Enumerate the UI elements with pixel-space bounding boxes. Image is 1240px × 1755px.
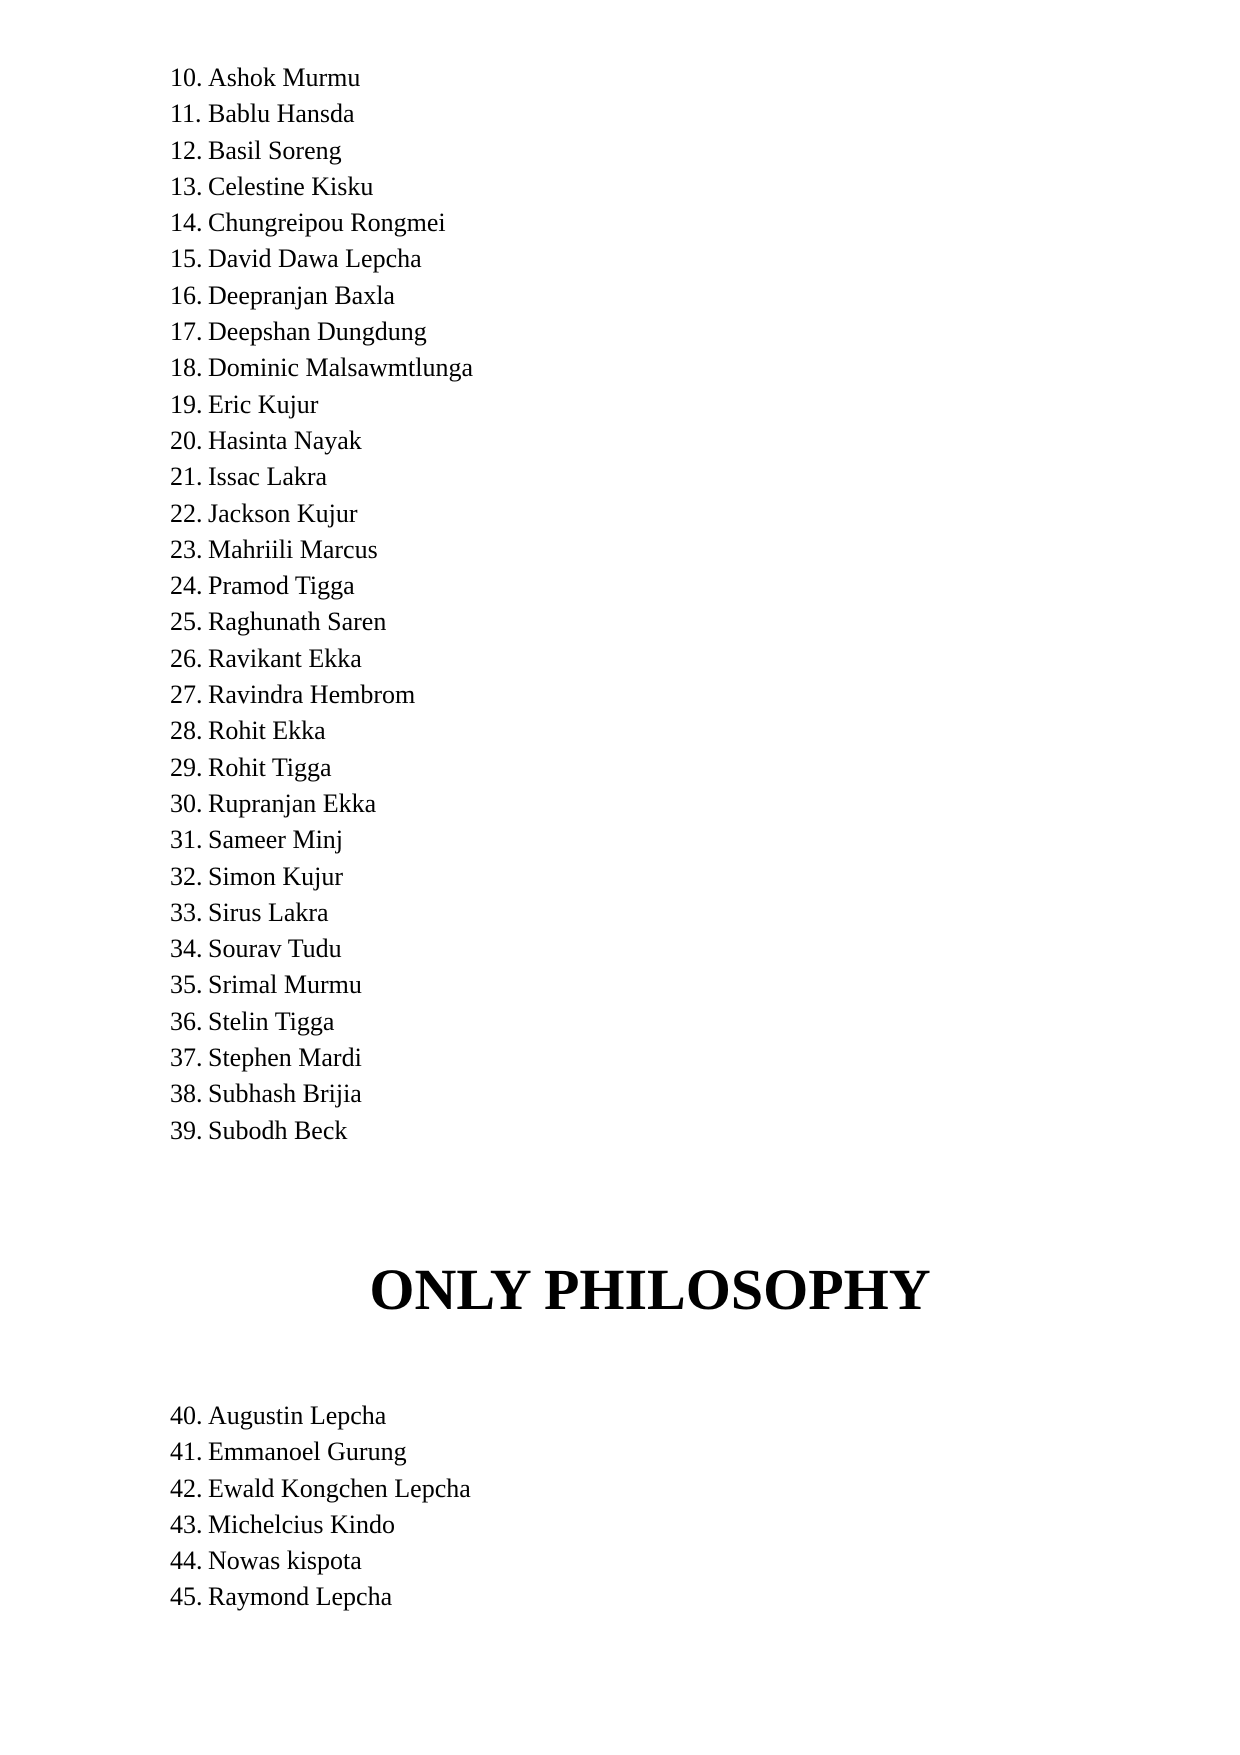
list-item-number: 16. bbox=[170, 280, 203, 310]
list-item-number: 28. bbox=[170, 716, 203, 746]
list-item-number: 34. bbox=[170, 934, 203, 964]
list-item-name: Ravindra Hembrom bbox=[208, 680, 416, 710]
list-item-number: 42. bbox=[170, 1473, 203, 1503]
list-item-name: Bablu Hansda bbox=[208, 99, 355, 129]
list-item-number: 45. bbox=[170, 1582, 203, 1612]
name-list-top bbox=[170, 60, 473, 1149]
list-item bbox=[170, 967, 473, 1003]
list-item-number: 37. bbox=[170, 1043, 203, 1073]
list-item bbox=[170, 895, 473, 931]
list-item bbox=[170, 1434, 471, 1470]
list-item-number: 15. bbox=[170, 244, 203, 274]
list-item bbox=[170, 822, 473, 858]
list-item-number: 18. bbox=[170, 353, 203, 383]
list-item-name: Rohit Ekka bbox=[208, 716, 326, 746]
list-item-number: 21. bbox=[170, 462, 203, 492]
list-item-name: Chungreipou Rongmei bbox=[208, 208, 446, 238]
list-item-number: 29. bbox=[170, 752, 203, 782]
list-item-number: 39. bbox=[170, 1115, 203, 1145]
list-item-number: 17. bbox=[170, 317, 203, 347]
list-item bbox=[170, 931, 473, 967]
list-item-name: Sameer Minj bbox=[208, 825, 344, 855]
list-item-number: 12. bbox=[170, 135, 203, 165]
list-item bbox=[170, 423, 473, 459]
list-item-name: Augustin Lepcha bbox=[208, 1401, 387, 1430]
list-item bbox=[170, 459, 473, 495]
list-item bbox=[170, 568, 473, 604]
list-item bbox=[170, 278, 473, 314]
list-item-number: 30. bbox=[170, 788, 203, 818]
list-item-name: Ewald Kongchen Lepcha bbox=[208, 1473, 471, 1503]
list-item-number: 22. bbox=[170, 498, 203, 528]
list-item-name: Celestine Kisku bbox=[208, 171, 374, 201]
list-item-number: 25. bbox=[170, 607, 203, 637]
list-item bbox=[170, 241, 473, 277]
list-item-name: Subodh Beck bbox=[208, 1115, 348, 1145]
list-item bbox=[170, 1471, 471, 1507]
list-item-name: Stelin Tigga bbox=[208, 1006, 335, 1036]
list-item bbox=[170, 1113, 473, 1149]
list-item-name: Sirus Lakra bbox=[208, 897, 329, 927]
list-item-number: 35. bbox=[170, 970, 203, 1000]
list-item-number: 13. bbox=[170, 171, 203, 201]
list-item bbox=[170, 1040, 473, 1076]
list-item-number: 33. bbox=[170, 897, 203, 927]
list-item-name: Raymond Lepcha bbox=[208, 1582, 393, 1612]
list-item bbox=[170, 350, 473, 386]
list-item-name: Deepshan Dungdung bbox=[208, 317, 427, 347]
list-item bbox=[170, 387, 473, 423]
list-item-name: Rohit Tigga bbox=[208, 752, 332, 782]
list-item-number: 44. bbox=[170, 1546, 203, 1576]
list-item-number: 32. bbox=[170, 861, 203, 891]
list-item-name: Basil Soreng bbox=[208, 135, 342, 165]
list-item-name: Mahriili Marcus bbox=[208, 534, 378, 564]
list-item-name: Jackson Kujur bbox=[208, 498, 358, 528]
list-item bbox=[170, 1076, 473, 1112]
list-item-name: David Dawa Lepcha bbox=[208, 244, 422, 274]
list-item-name: Srimal Murmu bbox=[208, 970, 362, 1000]
list-item-number: 27. bbox=[170, 680, 203, 710]
list-item bbox=[170, 314, 473, 350]
list-item-name: Pramod Tigga bbox=[208, 571, 355, 601]
list-item-name: Stephen Mardi bbox=[208, 1043, 362, 1073]
list-item-name: Sourav Tudu bbox=[208, 934, 342, 964]
list-item-name: Dominic Malsawmtlunga bbox=[208, 353, 474, 383]
list-item-number: 40. bbox=[170, 1401, 203, 1430]
list-item bbox=[170, 1543, 471, 1579]
list-item-name: Deepranjan Baxla bbox=[208, 280, 395, 310]
list-item-number: 14. bbox=[170, 208, 203, 238]
list-item bbox=[170, 60, 473, 96]
list-item-name: Ravikant Ekka bbox=[208, 643, 362, 673]
list-item bbox=[170, 677, 473, 713]
list-item bbox=[170, 1398, 471, 1434]
list-item-name: Rupranjan Ekka bbox=[208, 788, 377, 818]
list-item-number: 10. bbox=[170, 63, 203, 92]
list-item bbox=[170, 604, 473, 640]
list-item bbox=[170, 133, 473, 169]
list-item bbox=[170, 1004, 473, 1040]
list-item bbox=[170, 786, 473, 822]
list-item-number: 41. bbox=[170, 1437, 203, 1467]
list-item-name: Eric Kujur bbox=[208, 389, 319, 419]
list-item-number: 31. bbox=[170, 825, 203, 855]
list-item-number: 26. bbox=[170, 643, 203, 673]
list-item-number: 11. bbox=[170, 99, 202, 129]
list-item-name: Simon Kujur bbox=[208, 861, 344, 891]
list-item-number: 19. bbox=[170, 389, 203, 419]
list-item-name: Issac Lakra bbox=[208, 462, 328, 492]
list-item-number: 23. bbox=[170, 534, 203, 564]
list-item bbox=[170, 532, 473, 568]
list-item-name: Nowas kispota bbox=[208, 1546, 362, 1576]
list-item bbox=[170, 1507, 471, 1543]
list-item-number: 38. bbox=[170, 1079, 203, 1109]
list-item-number: 24. bbox=[170, 571, 203, 601]
list-item-number: 43. bbox=[170, 1509, 203, 1539]
list-item-name: Subhash Brijia bbox=[208, 1079, 362, 1109]
section-heading: ONLY PHILOSOPHY bbox=[369, 1257, 931, 1322]
list-item bbox=[170, 169, 473, 205]
list-item-name: Emmanoel Gurung bbox=[208, 1437, 407, 1467]
list-item bbox=[170, 859, 473, 895]
list-item bbox=[170, 496, 473, 532]
list-item-number: 20. bbox=[170, 425, 203, 455]
list-item-name: Ashok Murmu bbox=[208, 63, 361, 92]
list-item bbox=[170, 205, 473, 241]
list-item bbox=[170, 641, 473, 677]
list-item-name: Raghunath Saren bbox=[208, 607, 387, 637]
list-item-name: Hasinta Nayak bbox=[208, 425, 362, 455]
list-item bbox=[170, 1579, 471, 1615]
list-item bbox=[170, 96, 473, 132]
list-item-name: Michelcius Kindo bbox=[208, 1509, 396, 1539]
list-item bbox=[170, 750, 473, 786]
list-item bbox=[170, 713, 473, 749]
list-item-number: 36. bbox=[170, 1006, 203, 1036]
name-list-bottom bbox=[170, 1398, 471, 1616]
